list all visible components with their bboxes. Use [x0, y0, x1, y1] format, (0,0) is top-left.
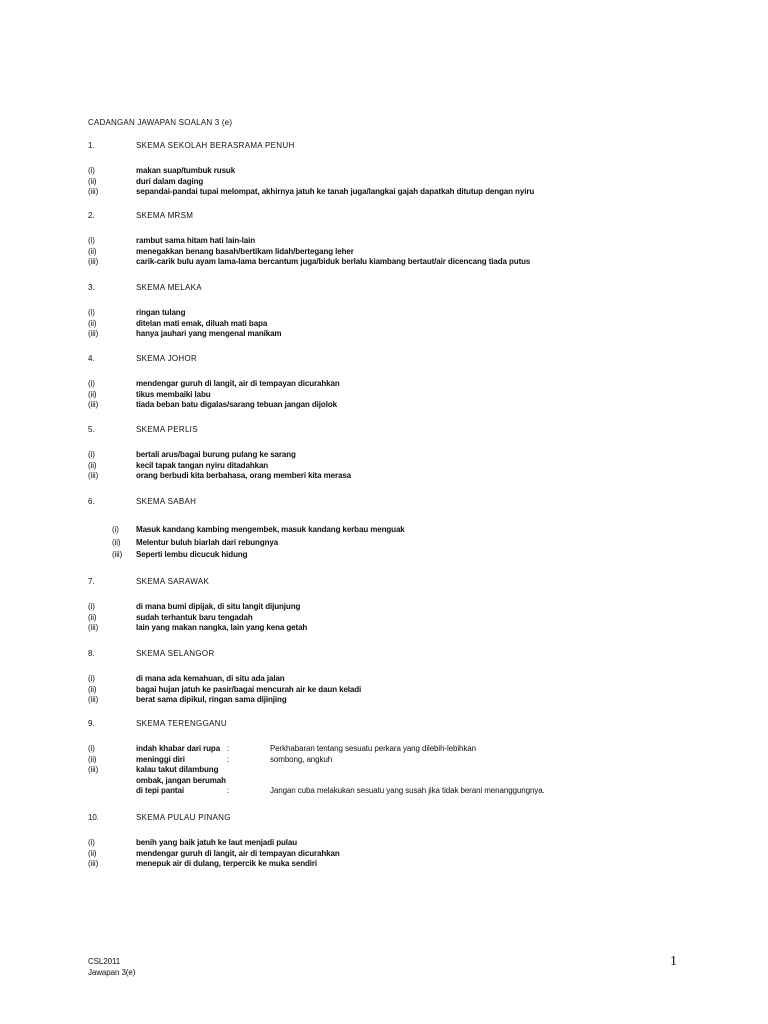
item-number: (i)	[88, 236, 95, 245]
item-text: di mana ada kemahuan, di situ ada jalan	[136, 674, 285, 683]
item-text: Masuk kandang kambing mengembek, masuk kandang kerbau menguak	[136, 525, 405, 534]
item-number: (ii)	[88, 848, 97, 858]
answer-list	[88, 524, 708, 562]
item-number: (i)	[88, 308, 95, 317]
answer-row	[88, 765, 708, 776]
section-title: SKEMA SABAH	[136, 497, 197, 506]
section-6	[88, 496, 708, 562]
section-number: 6.	[88, 497, 95, 506]
answer-item	[88, 613, 708, 624]
answer-item	[88, 379, 708, 390]
section-title: SKEMA MRSM	[136, 211, 194, 220]
section-heading	[88, 576, 708, 588]
answer-item	[88, 308, 708, 319]
answer-item	[88, 187, 708, 198]
item-number: (i)	[88, 450, 95, 459]
item-text: rambut sama hitam hati lain-lain	[136, 236, 256, 245]
item-number: (i)	[88, 379, 95, 388]
section-title: SKEMA PERLIS	[136, 425, 198, 434]
item-text: ditelan mati emak, diluah mati bapa	[136, 318, 268, 328]
item-number: (iii)	[88, 695, 99, 704]
section-heading	[88, 353, 708, 365]
item-number: (iii)	[88, 400, 99, 409]
section-3	[88, 282, 708, 340]
section-heading	[88, 812, 708, 824]
section-heading	[88, 424, 708, 436]
item-text: orang berbudi kita berbahasa, orang memberi kita merasa	[136, 471, 352, 480]
item-text: kecil tapak tangan nyiru ditadahkan	[136, 460, 269, 470]
section-heading	[88, 718, 708, 730]
item-number: (iii)	[112, 550, 123, 559]
page-footer	[88, 956, 135, 978]
item-number: (ii)	[88, 612, 97, 622]
section-heading	[88, 648, 708, 660]
proverb-text: kalau takut dilambung	[136, 765, 219, 774]
item-text: di mana bumi dipijak, di situ langit dijunjung	[136, 602, 301, 611]
section-number: 7.	[88, 577, 95, 586]
answer-item	[88, 450, 708, 461]
item-number: (ii)	[88, 176, 97, 186]
section-number: 5.	[88, 425, 95, 434]
answer-item	[88, 257, 708, 268]
item-number: (ii)	[88, 684, 97, 694]
section-number: 2.	[88, 211, 95, 220]
item-text: tikus membaiki labu	[136, 389, 211, 399]
item-number: (iii)	[88, 257, 99, 266]
answer-item	[88, 602, 708, 613]
answer-list	[88, 674, 708, 706]
section-number: 9.	[88, 719, 95, 728]
item-text: sepandai-pandai tupai melompat, akhirnya jatuh ke tanah juga/langkai gajah dapatkah ditutup dengan nyiru	[136, 187, 535, 196]
section-heading	[88, 282, 708, 294]
colon-separator: :	[227, 744, 230, 753]
answer-row	[88, 786, 708, 797]
item-number: (ii)	[88, 318, 97, 328]
page-number: 1	[670, 954, 677, 969]
answer-list	[88, 450, 708, 482]
answer-row	[88, 755, 708, 766]
meaning-text: Perkhabaran tentang sesuatu perkara yang dilebih-lebihkan	[270, 744, 476, 753]
answer-item	[88, 390, 708, 401]
answer-list	[88, 602, 708, 634]
item-text: bertali arus/bagai burung pulang ke sarang	[136, 450, 296, 459]
section-title: SKEMA SARAWAK	[136, 577, 210, 586]
item-number: (ii)	[88, 460, 97, 470]
answer-item	[88, 674, 708, 685]
answer-item	[88, 549, 708, 562]
section-1	[88, 140, 708, 198]
section-9	[88, 718, 708, 797]
item-text: berat sama dipikul, ringan sama dijinjing	[136, 695, 287, 704]
section-title: SKEMA JOHOR	[136, 354, 198, 363]
section-number: 3.	[88, 283, 95, 292]
answer-item	[88, 166, 708, 177]
item-number: (ii)	[88, 754, 97, 764]
section-7	[88, 576, 708, 634]
answer-item	[88, 524, 708, 537]
section-number: 8.	[88, 649, 95, 658]
answer-item	[88, 247, 708, 258]
item-number: (iii)	[88, 187, 99, 196]
section-number: 10.	[88, 813, 99, 822]
answer-item	[88, 849, 708, 860]
item-number: (i)	[88, 674, 95, 683]
meaning-text: Jangan cuba melakukan sesuatu yang susah jika tidak berani menanggungnya.	[270, 786, 545, 795]
item-text: duri dalam daging	[136, 176, 204, 186]
item-number: (i)	[88, 744, 95, 753]
item-text: bagai hujan jatuh ke pasir/bagai mencurah air ke daun keladi	[136, 684, 362, 694]
answer-item	[88, 537, 708, 550]
answer-item	[88, 838, 708, 849]
answer-item	[88, 400, 708, 411]
item-text: mendengar guruh di langit, air di tempayan dicurahkan	[136, 848, 340, 858]
item-text: Seperti lembu dicucuk hidung	[136, 550, 248, 559]
item-text: mendengar guruh di langit, air di tempayan dicurahkan	[136, 379, 340, 388]
item-number: (i)	[88, 602, 95, 611]
answer-list	[88, 838, 708, 870]
item-number: (i)	[112, 525, 119, 534]
answer-table	[88, 744, 708, 797]
item-text: benih yang baik jatuh ke laut menjadi pulau	[136, 838, 298, 847]
item-text: sudah terhantuk baru tengadah	[136, 612, 253, 622]
answer-row	[88, 776, 708, 787]
answer-list	[88, 379, 708, 411]
item-text: makan suap/tumbuk rusuk	[136, 166, 236, 175]
answer-list	[88, 236, 708, 268]
item-text: menegakkan benang basah/bertikam lidah/bertegang leher	[136, 246, 354, 256]
section-2	[88, 210, 708, 268]
item-number: (iii)	[88, 765, 99, 774]
proverb-text: indah khabar dari rupa	[136, 744, 221, 753]
item-number: (iii)	[88, 859, 99, 868]
answer-item	[88, 177, 708, 188]
item-number: (ii)	[88, 246, 97, 256]
answer-item	[88, 471, 708, 482]
answer-item	[88, 859, 708, 870]
proverb-text: ombak, jangan berumah	[136, 775, 226, 785]
section-title: SKEMA MELAKA	[136, 283, 202, 292]
section-heading	[88, 496, 708, 508]
item-number: (ii)	[112, 537, 121, 547]
answer-row	[88, 744, 708, 755]
section-heading	[88, 140, 708, 152]
footer-subtitle: Jawapan 3(e)	[88, 968, 136, 977]
item-number: (iii)	[88, 471, 99, 480]
section-title: SKEMA PULAU PINANG	[136, 813, 231, 822]
section-title: SKEMA TERENGGANU	[136, 719, 227, 728]
section-number: 1.	[88, 141, 95, 150]
answer-item	[88, 695, 708, 706]
proverb-text: meninggi diri	[136, 754, 185, 764]
colon-separator: :	[227, 786, 230, 795]
answer-list	[88, 166, 708, 198]
item-text: carik-carik bulu ayam lama-lama bercantum juga/biduk berlalu kiambang bertaut/air dicencang tiada putus	[136, 257, 531, 266]
answer-item	[88, 623, 708, 634]
item-number: (iii)	[88, 623, 99, 632]
proverb-text: di tepi pantai	[136, 786, 184, 795]
item-text: tiada beban batu digalas/sarang tebuan jangan dijolok	[136, 400, 337, 409]
item-number: (i)	[88, 166, 95, 175]
item-number: (iii)	[88, 329, 99, 338]
footer-code: CSL2011	[88, 957, 121, 966]
answer-item	[88, 329, 708, 340]
section-number: 4.	[88, 354, 95, 363]
item-number: (i)	[88, 838, 95, 847]
answer-item	[88, 319, 708, 330]
section-title: SKEMA SELANGOR	[136, 649, 215, 658]
item-text: Melentur buluh biarlah dari rebungnya	[136, 537, 279, 547]
answer-item	[88, 461, 708, 472]
item-text: ringan tulang	[136, 308, 186, 317]
item-text: lain yang makan nangka, lain yang kena getah	[136, 623, 308, 632]
item-text: hanya jauhari yang mengenal manikam	[136, 329, 282, 338]
section-heading	[88, 210, 708, 222]
item-text: menepuk air di dulang, terpercik ke muka sendiri	[136, 859, 318, 868]
section-10	[88, 812, 708, 870]
answer-list	[88, 308, 708, 340]
section-4	[88, 353, 708, 411]
section-title: SKEMA SEKOLAH BERASRAMA PENUH	[136, 141, 295, 150]
meaning-text: sombong, angkuh	[270, 754, 333, 764]
document-title: CADANGAN JAWAPAN SOALAN 3 (e)	[88, 118, 233, 127]
answer-item	[88, 236, 708, 247]
item-number: (ii)	[88, 389, 97, 399]
section-5	[88, 424, 708, 482]
section-8	[88, 648, 708, 706]
answer-item	[88, 685, 708, 696]
colon-separator: :	[227, 754, 230, 764]
